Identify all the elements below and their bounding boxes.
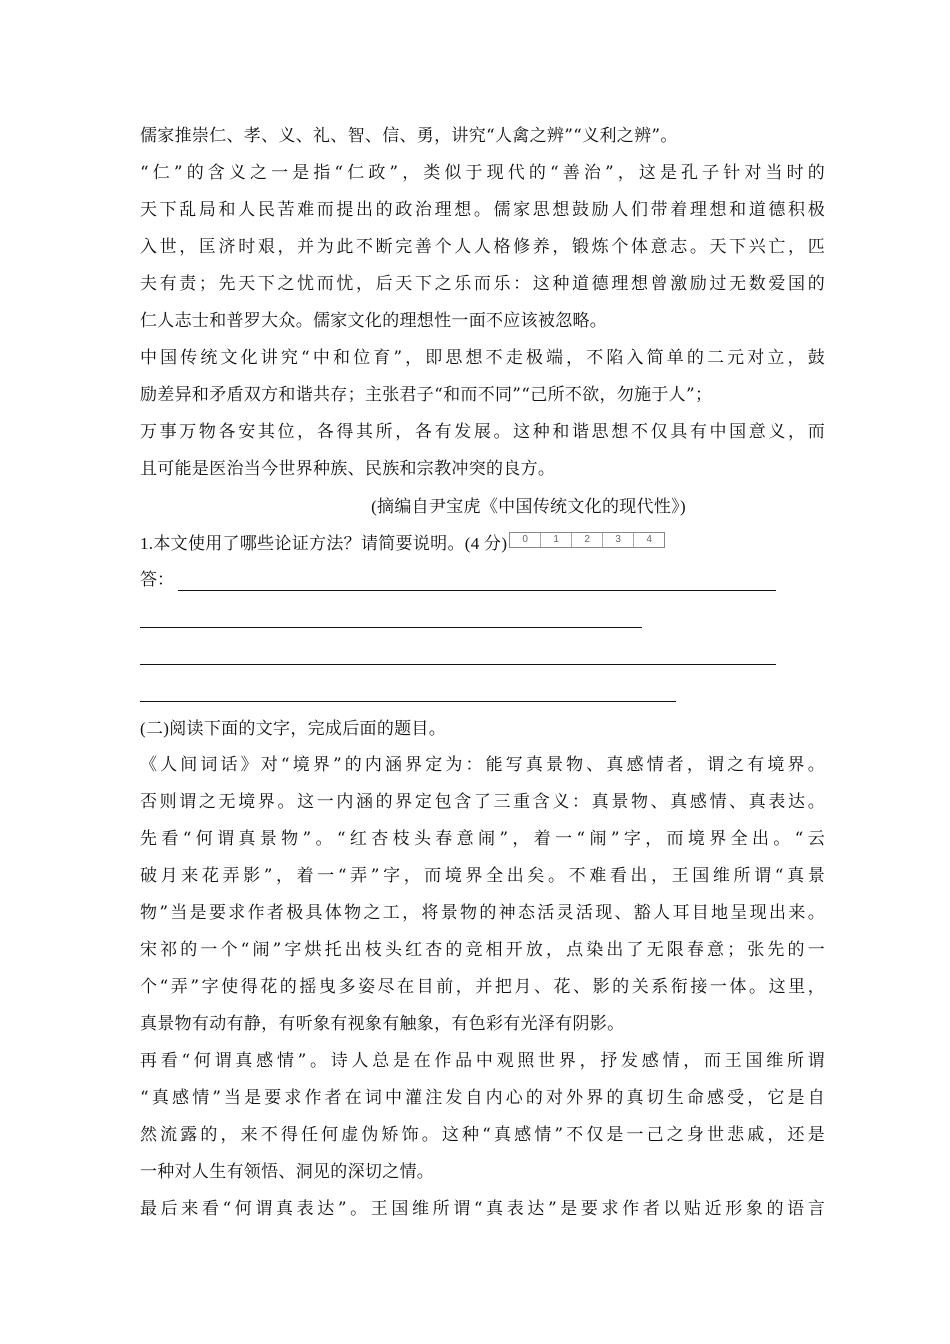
passage-2 xyxy=(140,747,825,1228)
answer-area[interactable] xyxy=(140,636,825,673)
question-1 xyxy=(140,525,825,562)
passage-1-line: 仁人志士和普罗大众。儒家文化的理想性一面不应该被忽略。 xyxy=(140,311,608,331)
passage-2-line: 真景物有动有静，有听象有视象有触象，有色彩有光泽有阴影。 xyxy=(140,1014,625,1034)
passage-1-line: 万事万物各安其位，各得其所，各有发展。这种和谐思想不仅具有中国意义，而 xyxy=(140,422,825,442)
passage-1 xyxy=(140,118,825,525)
passage-1-line: 夫有责；先天下之忧而忧，后天下之乐而乐：这种道德理想曾激励过无数爱国的 xyxy=(140,274,825,294)
score-cell[interactable]: 1 xyxy=(541,533,572,547)
passage-2-line: 最后来看“何谓真表达”。王国维所谓“真表达”是要求作者以贴近形象的语言 xyxy=(140,1199,825,1219)
answer-line[interactable] xyxy=(140,664,776,665)
answer-line[interactable] xyxy=(178,590,776,591)
passage-1-source: (摘编自尹宝虎《中国传统文化的现代性》) xyxy=(371,497,686,516)
document-page xyxy=(140,118,825,1228)
passage-1-line: 天下乱局和人民苦难而提出的政治理想。儒家思想鼓励人们带着理想和道德积极 xyxy=(140,200,825,220)
section-2-heading: (二)阅读下面的文字，完成后面的题目。 xyxy=(140,719,447,738)
answer-line[interactable] xyxy=(140,627,642,628)
question-1-text: 1.本文使用了哪些论证方法？请简要说明。(4 分) xyxy=(140,534,508,553)
passage-2-line: “真感情”当是要求作者在词中灌注发自内心的对外界的真切生命感受，它是自 xyxy=(140,1088,825,1108)
passage-2-line: 再看“何谓真感情”。诗人总是在作品中观照世界，抒发感情，而王国维所谓 xyxy=(140,1051,825,1071)
score-cell[interactable]: 3 xyxy=(603,533,634,547)
answer-area[interactable] xyxy=(140,673,825,710)
score-box[interactable] xyxy=(509,532,665,548)
passage-1-line: 入世，匡济时艰，并为此不断完善个人人格修养，锻炼个体意志。天下兴亡，匹 xyxy=(140,237,825,257)
score-cell[interactable]: 0 xyxy=(510,533,541,547)
passage-2-line: 个“弄”字使得花的摇曳多姿尽在目前，并把月、花、影的关系衔接一体。这里， xyxy=(140,977,825,997)
passage-2-line: 否则谓之无境界。这一内涵的界定包含了三重含义：真景物、真感情、真表达。 xyxy=(140,792,825,812)
passage-1-line: 中国传统文化讲究“中和位育”，即思想不走极端，不陷入简单的二元对立，鼓 xyxy=(140,348,825,368)
score-cell[interactable]: 4 xyxy=(646,533,653,545)
passage-2-line: 宋祁的一个“闹”字烘托出枝头红杏的竞相开放，点染出了无限春意；张先的一 xyxy=(140,940,825,960)
answer-line[interactable] xyxy=(140,701,676,702)
answer-area[interactable] xyxy=(140,562,825,599)
passage-1-line: 儒家推崇仁、孝、义、礼、智、信、勇，讲究“人禽之辨”“义利之辨”。 xyxy=(140,126,678,146)
answer-label: 答： xyxy=(140,570,174,590)
passage-1-line: “仁”的含义之一是指“仁政”，类似于现代的“善治”，这是孔子针对当时的 xyxy=(140,163,825,183)
passage-2-line: 一种对人生有领悟、洞见的深切之情。 xyxy=(140,1162,435,1182)
passage-2-line: 《人间词话》对“境界”的内涵界定为：能写真景物、真感情者，谓之有境界。 xyxy=(140,755,825,775)
passage-2-line: 然流露的，来不得任何虚伪矫饰。这种“真感情”不仅是一己之身世悲戚，还是 xyxy=(140,1125,825,1145)
passage-2-line: 破月来花弄影”，着一“弄”字，而境界全出矣。不难看出，王国维所谓“真景 xyxy=(140,866,825,886)
passage-2-line: 先看“何谓真景物”。“红杏枝头春意闹”，着一“闹”字，而境界全出。“云 xyxy=(140,829,825,849)
passage-2-line: 物”当是要求作者极具体物之工，将景物的神态活灵活现、豁人耳目地呈现出来。 xyxy=(140,903,825,923)
score-cell[interactable]: 2 xyxy=(572,533,603,547)
passage-1-line: 且可能是医治当今世界种族、民族和宗教冲突的良方。 xyxy=(140,459,556,479)
passage-1-line: 励差异和矛盾双方和谐共存；主张君子“和而不同”“己所不欲，勿施于人”； xyxy=(140,385,713,405)
answer-area[interactable] xyxy=(140,599,825,636)
